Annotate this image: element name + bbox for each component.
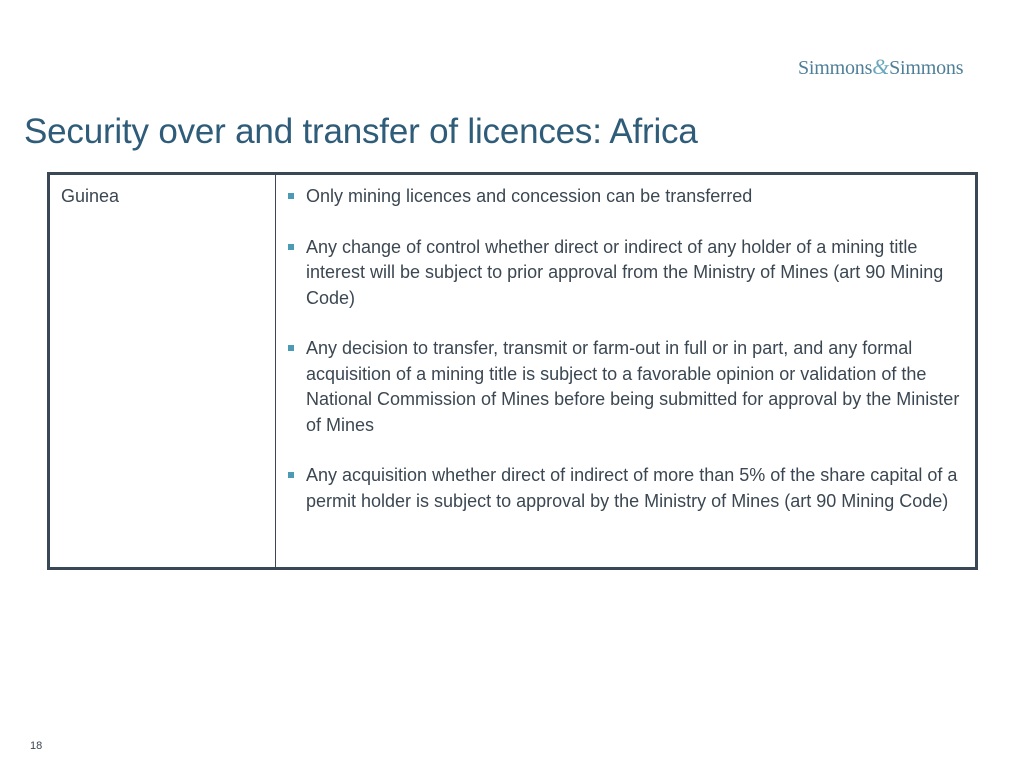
logo-word-right: Simmons bbox=[889, 57, 964, 79]
country-name: Guinea bbox=[61, 186, 120, 206]
bullet-item: Any decision to transfer, transmit or farm-out in full or in part, and any formal acquisition of a mining title is subject to a favorable opinion or validation of the National Commission of Mines before being submitted for approval by the Minister of Mines bbox=[286, 336, 961, 438]
licence-table bbox=[47, 172, 978, 570]
country-cell bbox=[50, 175, 276, 567]
company-logo bbox=[798, 54, 998, 80]
logo-ampersand: & bbox=[872, 54, 890, 79]
logo-word-left: Simmons bbox=[798, 57, 873, 79]
page-number: 18 bbox=[30, 740, 43, 752]
bullet-item: Any change of control whether direct or indirect of any holder of a mining title interest will be subject to prior approval from the Ministry of Mines (art 90 Mining Code) bbox=[286, 235, 961, 312]
slide-title: Security over and transfer of licences: Africa bbox=[24, 112, 698, 151]
bullet-item: Only mining licences and concession can be transferred bbox=[286, 184, 961, 210]
provisions-cell bbox=[276, 175, 975, 567]
bullet-item: Any acquisition whether direct of indirect of more than 5% of the share capital of a permit holder is subject to approval by the Ministry of Mines (art 90 Mining Code) bbox=[286, 463, 961, 514]
